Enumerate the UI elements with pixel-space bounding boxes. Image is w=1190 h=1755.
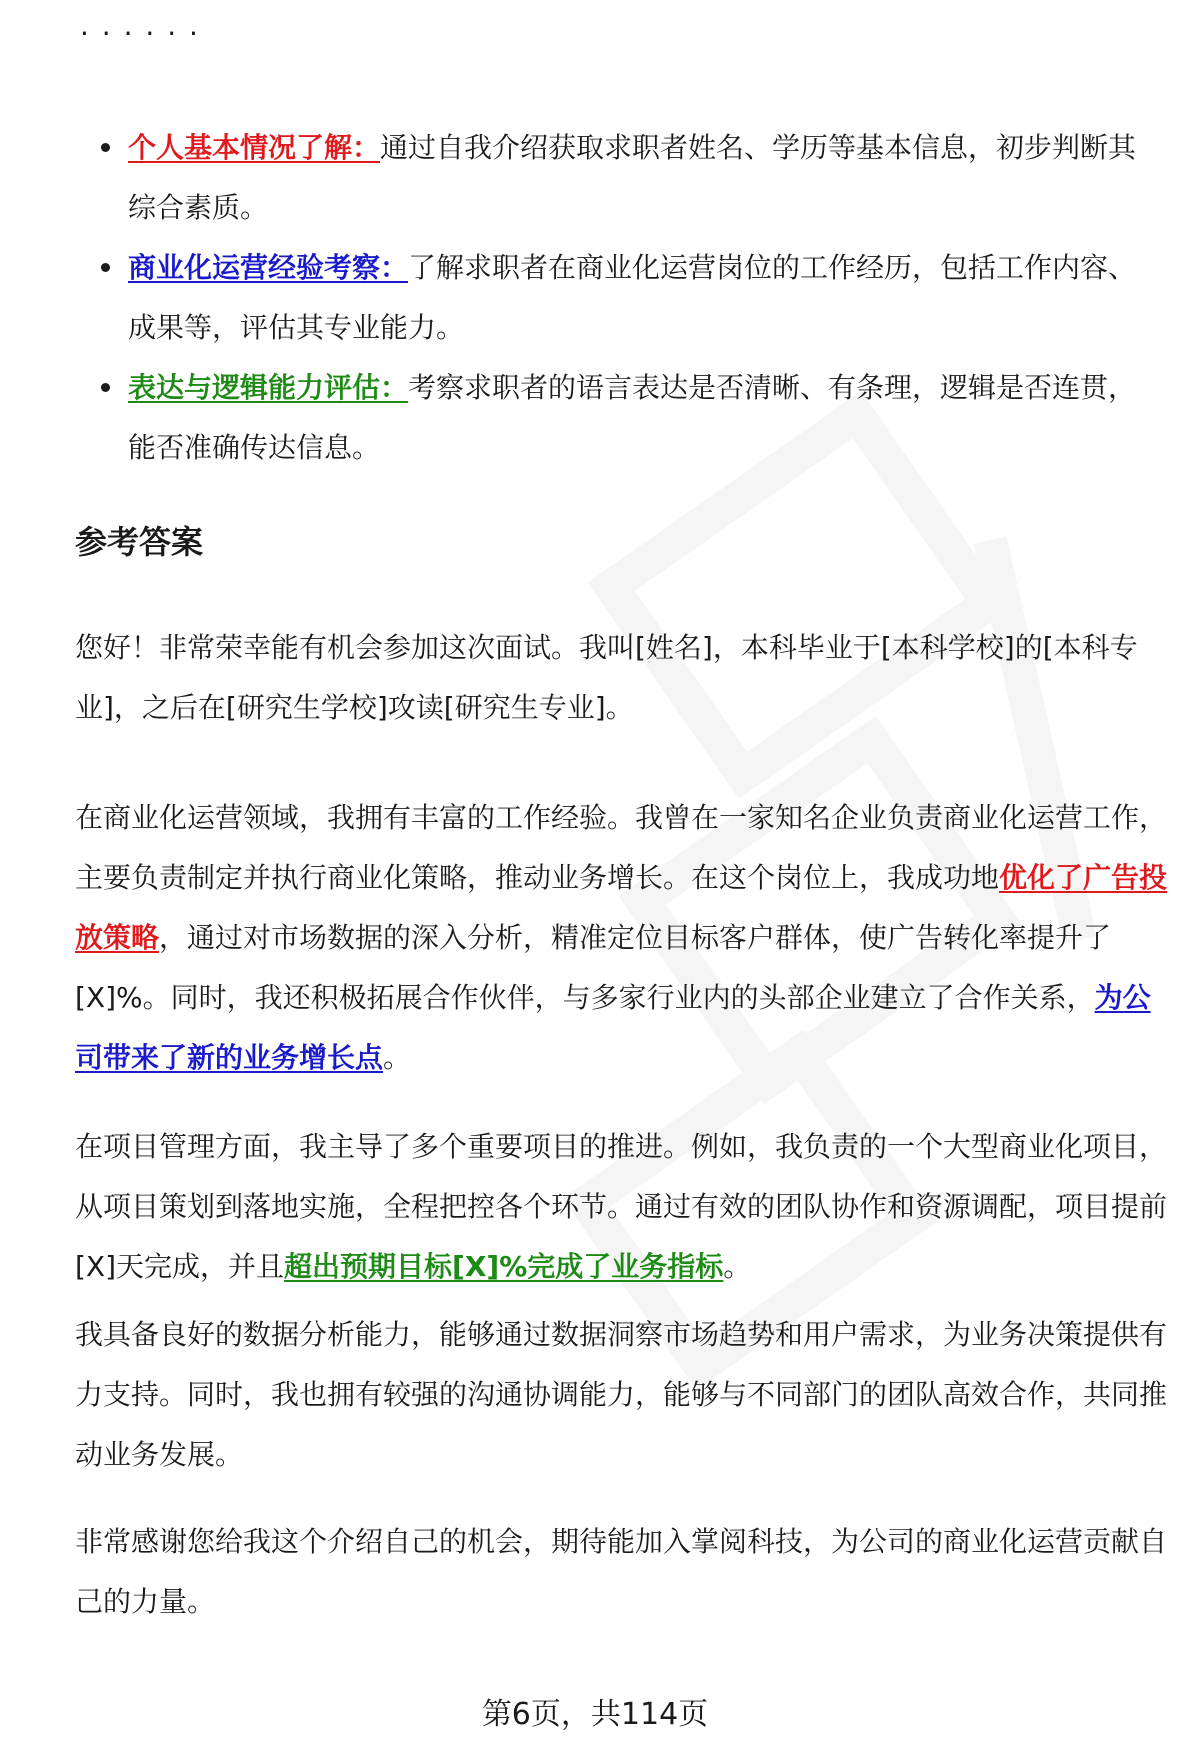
point-text: 通过自我介绍获取求职者姓名、学历等基本信息，初步判断其综合素质。 (128, 131, 1137, 224)
point-keyword: 个人基本情况了解： (128, 131, 381, 164)
paragraph-text: 在项目管理方面，我主导了多个重要项目的推进。例如，我负责的一个大型商业化项目，从项目策划到落地实施，全程把控各个环节。通过有效的团队协作和资源调配，项目提前[X]天完成，并且 (75, 1130, 1168, 1283)
paragraph-text: ，通过对市场数据的深入分析，精准定位目标客户群体，使广告转化率提升了[X]%。同时，我还积极拓展合作伙伴，与多家行业内的头部企业建立了合作关系， (75, 921, 1112, 1014)
paragraph-text: 在商业化运营领域，我拥有丰富的工作经验。我曾在一家知名企业负责商业化运营工作，主要负责制定并执行商业化策略，推动业务增长。在这个岗位上，我成功地 (75, 801, 1168, 894)
bullet-icon (101, 263, 110, 272)
answer-paragraph-experience (75, 788, 1170, 1088)
page-number: 第6页，共114页 (481, 1697, 709, 1732)
point-keyword: 表达与逻辑能力评估： (128, 371, 409, 404)
point-text: 了解求职者在商业化运营岗位的工作经历，包括工作内容、成果等，评估其专业能力。 (128, 251, 1137, 344)
bullet-icon (101, 143, 110, 152)
highlight-phrase: 超出预期目标[X]%完成了业务指标 (284, 1250, 724, 1283)
point-text: 考察求职者的语言表达是否清晰、有条理，逻辑是否连贯，能否准确传达信息。 (128, 371, 1137, 464)
answer-paragraph-projects (75, 1117, 1170, 1297)
list-item (0, 358, 1190, 478)
highlight-phrase: 优化了广告投放策略 (75, 861, 1168, 954)
point-keyword: 商业化运营经验考察： (128, 251, 409, 284)
answer-paragraph-skills: 我具备良好的数据分析能力，能够通过数据洞察市场趋势和用户需求，为业务决策提供有力支持。同时，我也拥有较强的沟通协调能力，能够与不同部门的团队高效合作，共同推动业务发展。 (75, 1318, 1168, 1471)
cut-off-text-fragment: · · · · · · (80, 17, 200, 50)
section-title: 参考答案 (75, 523, 204, 561)
paragraph-text: 。 (723, 1250, 752, 1283)
answer-paragraph-closing: 非常感谢您给我这个介绍自己的机会，期待能加入掌阅科技，为公司的商业化运营贡献自己的力量。 (75, 1525, 1168, 1618)
highlight-phrase: 为公司带来了新的业务增长点 (75, 981, 1151, 1074)
list-item (0, 118, 1190, 238)
answer-paragraph-intro: 您好！非常荣幸能有机会参加这次面试。我叫[姓名]，本科毕业于[本科学校]的[本科专业]，之后在[研究生学校]攻读[研究生专业]。 (75, 631, 1138, 724)
bullet-icon (101, 383, 110, 392)
evaluation-points-list (0, 118, 1190, 478)
list-item (0, 238, 1190, 358)
paragraph-text: 。 (383, 1041, 412, 1074)
